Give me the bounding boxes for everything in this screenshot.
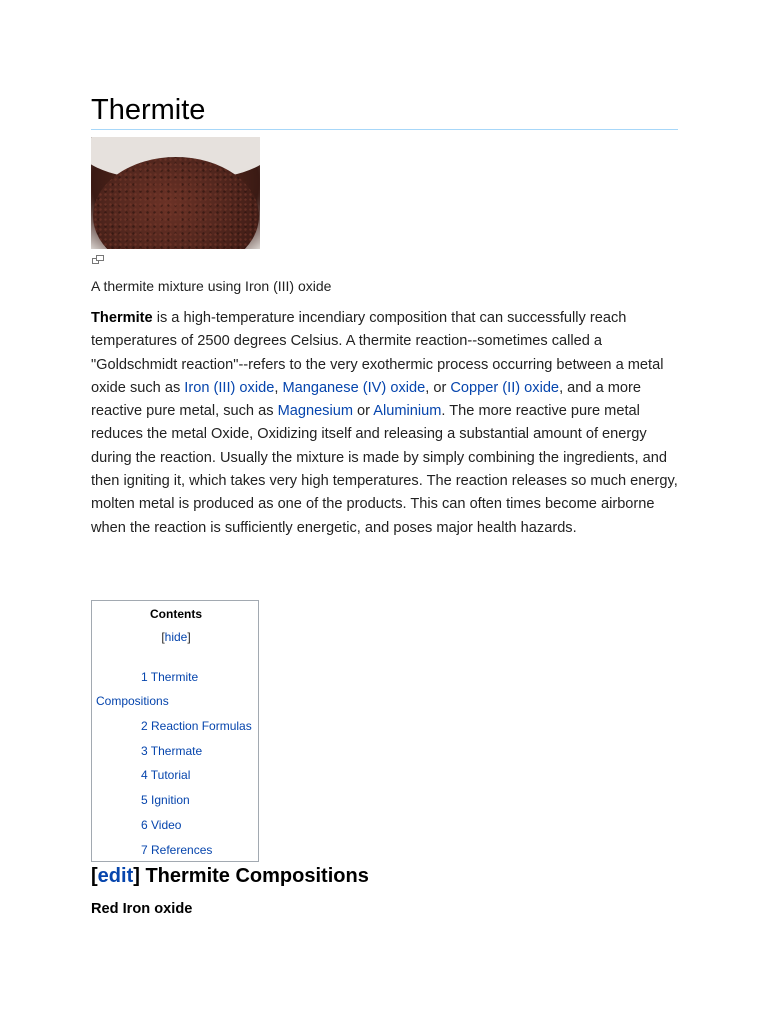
toc-item-reaction-formulas[interactable]: 2 Reaction Formulas xyxy=(141,719,252,733)
edit-link[interactable]: edit xyxy=(97,865,134,887)
intro-text-3: , or xyxy=(425,379,451,396)
page-title: Thermite xyxy=(91,94,206,126)
toc-item-tutorial[interactable]: 4 Tutorial xyxy=(141,768,191,782)
link-iron-iii-oxide[interactable]: Iron (III) oxide xyxy=(184,379,275,396)
toc-item-thermite-compositions-cont[interactable]: Compositions xyxy=(96,694,169,708)
table-of-contents xyxy=(91,600,259,862)
toc-hide-link[interactable]: hide xyxy=(164,630,188,644)
thermite-image[interactable] xyxy=(91,137,260,249)
toc-item-ignition[interactable]: 5 Ignition xyxy=(141,793,190,807)
toc-hide-toggle xyxy=(92,630,260,644)
toc-item-thermate[interactable]: 3 Thermate xyxy=(141,744,203,758)
edit-close-bracket: ] xyxy=(133,865,140,887)
intro-text-1: is a high-temperature incendiary composition that can successfully reach temperatures of 2500 degrees Celsius. A thermite reaction--sometimes called a "Goldschmidt reaction"--refers to the very exothermic process occurring between a metal oxide such as xyxy=(91,310,664,396)
toc-title: Contents xyxy=(150,607,202,621)
link-copper-ii-oxide[interactable]: Copper (II) oxide xyxy=(450,379,560,396)
toc-item-thermite-compositions[interactable]: 1 Thermite xyxy=(141,670,199,684)
toc-item-references[interactable]: 7 References xyxy=(141,843,213,857)
intro-text-2: , xyxy=(274,379,283,396)
intro-text-6: . The more reactive pure metal reduces the metal Oxide, Oxidizing itself and releasing a substantial amount of energy during the reaction. Usually the mixture is made by simply combining the ingredients, and then igniting it, which takes very high temperatures. The reaction releases so much energy, molten metal is produced as one of the products. This can often times become airborne when the reaction is sufficiently energetic, and poses major health hazards. xyxy=(91,403,678,536)
link-aluminium[interactable]: Aluminium xyxy=(373,403,442,420)
link-magnesium[interactable]: Magnesium xyxy=(277,403,353,420)
title-divider xyxy=(91,129,678,130)
subsection-heading: Red Iron oxide xyxy=(91,901,193,917)
toc-item-video[interactable]: 6 Video xyxy=(141,818,182,832)
intro-paragraph xyxy=(91,307,681,540)
edit-open-bracket: [ xyxy=(91,865,98,887)
intro-text-4: , and a more reactive pure metal, such as xyxy=(91,379,641,420)
section-heading xyxy=(91,864,369,888)
magnify-clip-icon[interactable] xyxy=(92,255,104,265)
intro-text-5: or xyxy=(353,403,374,420)
toc-hide-open-bracket: [ xyxy=(161,630,165,644)
bold-term: Thermite xyxy=(91,310,153,326)
toc-hide-close-bracket: ] xyxy=(187,630,191,644)
section-heading-text: Thermite Compositions xyxy=(139,865,369,887)
link-manganese-iv-oxide[interactable]: Manganese (IV) oxide xyxy=(282,379,426,396)
image-caption: A thermite mixture using Iron (III) oxide xyxy=(91,278,332,294)
